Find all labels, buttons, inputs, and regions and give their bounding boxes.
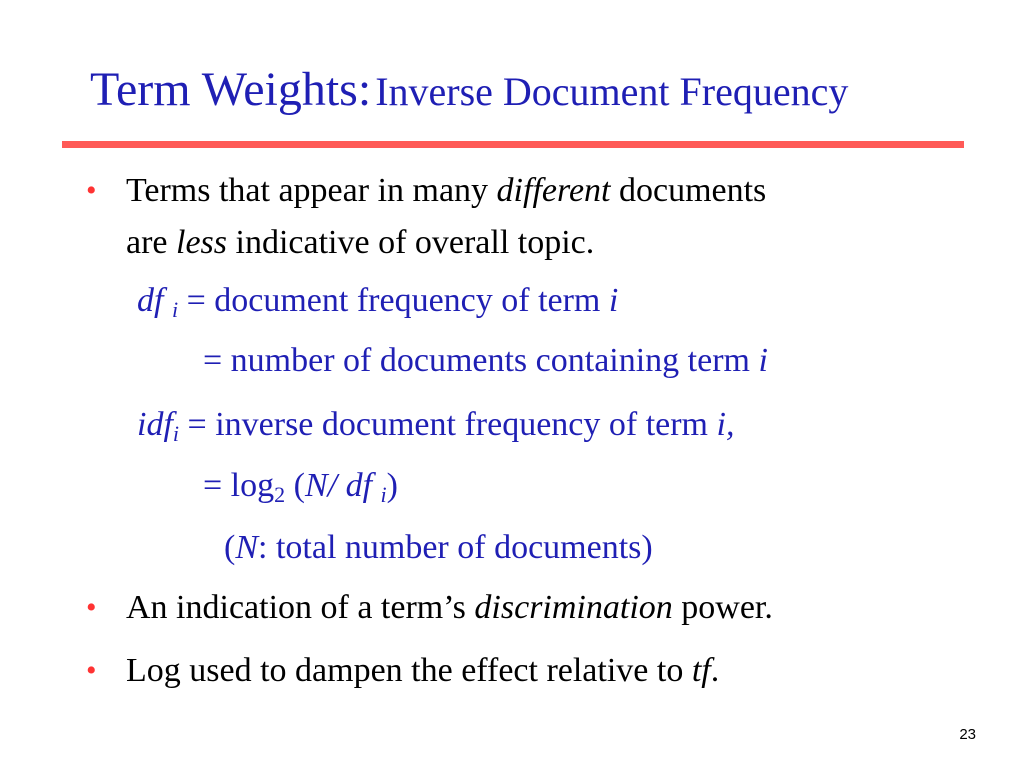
definition-text: : total number of documents) [258, 529, 653, 566]
formula-log: = log [203, 467, 275, 504]
bullet-3-emphasis-tf: tf [691, 652, 711, 689]
subscript-i: i [171, 297, 179, 322]
variable-i: i, [716, 406, 735, 443]
definition-text: = document frequency of term [178, 282, 609, 319]
bullet-dot-icon: • [86, 174, 97, 207]
subscript-i: i [172, 421, 180, 446]
bullet-1-line-1 [126, 165, 766, 217]
formula-paren-open: ( [285, 467, 305, 504]
idf-formula [203, 466, 398, 506]
variable-i: i [608, 282, 619, 319]
bullet-1-emphasis-different: different [496, 172, 611, 209]
bullet-1-text: documents [610, 172, 767, 209]
symbol-idf: idf [137, 406, 173, 443]
bullet-dot-icon: • [86, 654, 97, 687]
page-number: 23 [959, 726, 976, 743]
bullet-1-line-2 [126, 217, 594, 269]
title-main: Term Weights: [90, 63, 372, 116]
bullet-2-text: An indication of a term’s [126, 589, 475, 626]
bullet-dot-icon: • [86, 591, 97, 624]
formula-ratio: N/ df [304, 467, 373, 504]
bullet-2-text: power. [672, 589, 773, 626]
definition-text: = number of documents containing term [203, 342, 759, 379]
bullet-3-text: Log used to dampen the effect relative to [126, 652, 692, 689]
paren-open: ( [224, 529, 236, 566]
symbol-n: N [235, 529, 259, 566]
bullet-2-emphasis-discrimination: discrimination [474, 589, 673, 626]
bullet-1-text: Terms that appear in many [126, 172, 497, 209]
definition-text: = inverse document frequency of term [179, 406, 717, 443]
bullet-1-text: indicative of overall topic. [227, 224, 595, 261]
subscript-i: i [380, 482, 387, 507]
bullet-1-text: are [126, 224, 177, 261]
bullet-1-emphasis-less: less [176, 224, 228, 261]
symbol-df: df [137, 282, 164, 319]
definition-df [137, 281, 618, 321]
bullet-3-line [126, 645, 719, 697]
title-subtitle: Inverse Document Frequency [375, 69, 849, 114]
log-base: 2 [274, 482, 286, 507]
formula-paren-close: ) [386, 467, 398, 504]
definition-idf [137, 405, 734, 445]
definition-df-continued [203, 341, 768, 381]
definition-n [224, 528, 653, 568]
slide-title [90, 63, 990, 116]
variable-i: i [758, 342, 768, 379]
title-underline-rule [62, 141, 964, 148]
bullet-2-line [126, 582, 773, 634]
bullet-3-text: . [710, 652, 720, 689]
